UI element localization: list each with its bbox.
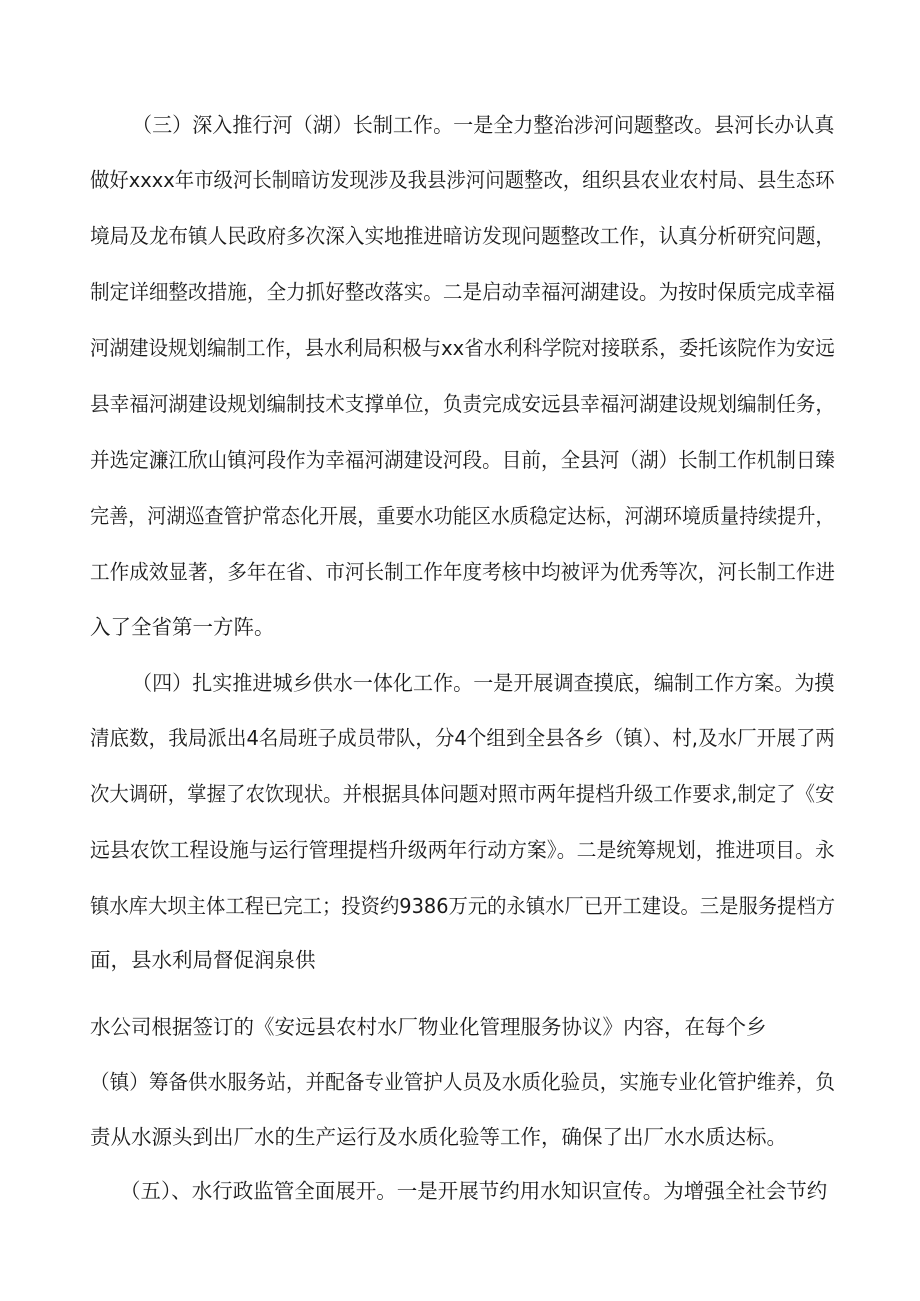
text-line: 水公司根据签订的《安远县农村水厂物业化管理服务协议》内容，在每个乡: [90, 1015, 767, 1039]
text-line: 境局及龙布镇人民政府多次深入实地推进暗访发现问题整改工作，认真分析研究问题，: [90, 224, 836, 248]
text-line: 清底数，我局派出4名局班子成员带队，分4个组到全县各乡（镇）、村,及水厂开展了两: [90, 726, 835, 750]
text-line: （三）深入推行河（湖）长制工作。一是全力整治涉河问题整改。县河长办认真: [132, 113, 835, 137]
text-line: 完善，河湖巡查管护常态化开展，重要水功能区水质稳定达标，河湖环境质量持续提升，: [90, 504, 835, 528]
text-line: 制定详细整改措施，全力抓好整改落实。二是启动幸福河湖建设。为按时保质完成幸福: [90, 280, 836, 304]
text-line: 工作成效显著，多年在省、市河长制工作年度考核中均被评为优秀等次，河长制工作进: [90, 560, 836, 584]
text-line: 次大调研，掌握了农饮现状。并根据具体问题对照市两年提档升级工作要求,制定了《安: [90, 782, 835, 806]
text-line: 县幸福河湖建设规划编制技术支撑单位，负责完成安远县幸福河湖建设规划编制任务，: [90, 392, 836, 416]
text-line: 河湖建设规划编制工作，县水利局积极与xx省水利科学院对接联系，委托该院作为安远: [90, 336, 835, 360]
text-line: 远县农饮工程设施与运行管理提档升级两年行动方案》。二是统筹规划，推进项目。永: [90, 838, 835, 862]
text-line: 并选定濂江欣山镇河段作为幸福河湖建设河段。目前，全县河（湖）长制工作机制日臻: [90, 448, 836, 472]
text-line: 镇水库大坝主体工程已完工；投资约9386万元的永镇水厂已开工建设。三是服务提档方: [90, 894, 836, 918]
text-line: 做好xxxx年市级河长制暗访发现涉及我县涉河问题整改，组织县农业农村局、县生态环: [90, 168, 835, 192]
text-line: 责从水源头到出厂水的生产运行及水质化验等工作，确保了出厂水水质达标。: [90, 1125, 787, 1149]
text-line: （五）、水行政监管全面展开。一是开展节约用水知识宣传。为增强全社会节约: [120, 1179, 828, 1203]
text-line: 入了全省第一方阵。: [90, 615, 275, 639]
text-line: （四）扎实推进城乡供水一体化工作。一是开展调查摸底，编制工作方案。为摸: [132, 671, 835, 695]
text-line: （镇）筹备供水服务站，并配备专业管护人员及水质化验员，实施专业化管护维养，负: [90, 1070, 836, 1094]
text-line: 面，县水利局督促润泉供: [90, 948, 316, 972]
